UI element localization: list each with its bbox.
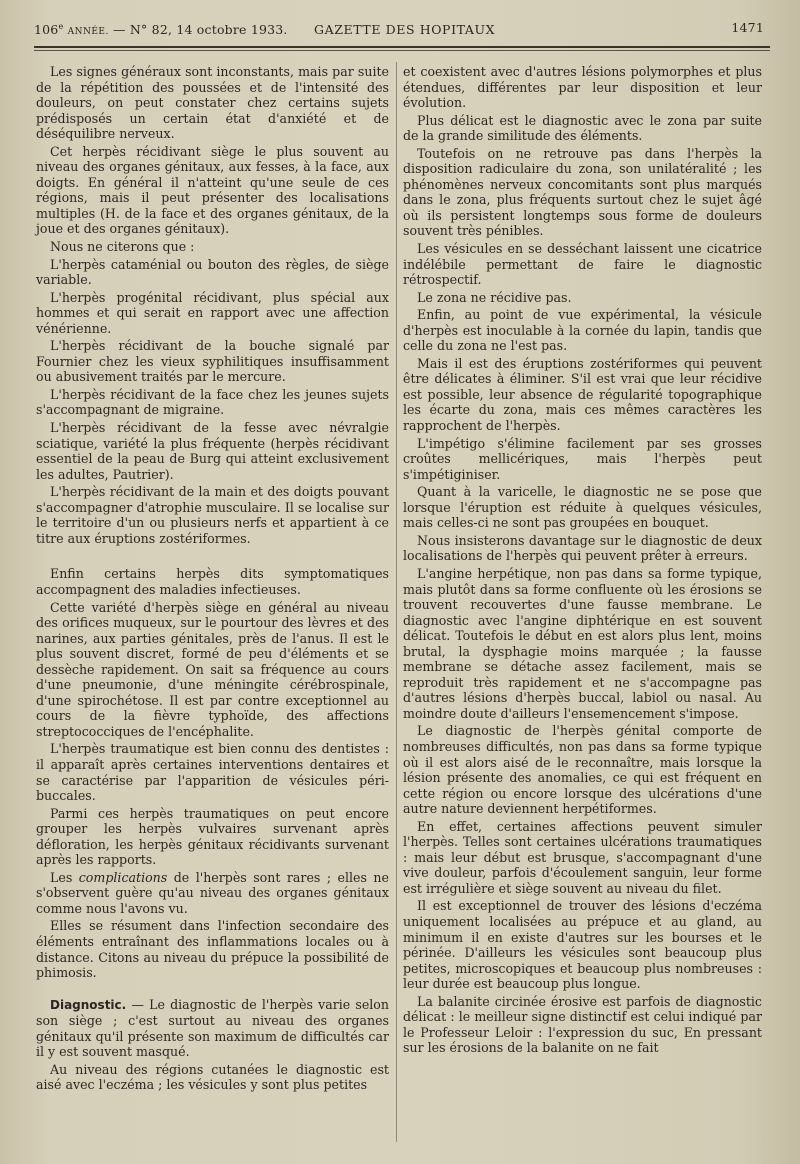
paragraph: Enfin certains herpès dits symptomatiques accompagnent des maladies infectieuses. — [36, 566, 389, 597]
paragraph: Il est exceptionnel de trouver des lésions d'eczéma uniquement localisées au prépuce et au gland, au minimum il en existe d'autres sur les bourses et le périnée. D'ailleurs les vésicules sont beaucoup plus petites, microscopiques et beaucoup plus nombreuses : leur durée est beaucoup plus longue. — [403, 898, 762, 992]
right-column — [403, 64, 762, 1058]
paragraph: L'herpès récidivant de la face chez les jeunes sujets s'accompagnant de migraine. — [36, 386, 389, 418]
paragraph: Mais il est des éruptions zostériformes qui peuvent être délicates à éliminer. S'il est vrai que leur récidive est possible, leur absence de régularité topographique les écarte du zona, mais ces mêmes caractères les rapprochent de l'herpès. — [403, 355, 762, 434]
paragraph: Les vésicules en se desséchant laissent une cicatrice indélébile permettant de faire le diagnostic rétrospectif. — [403, 241, 762, 288]
text-run: de l'herpès sont rares ; elles ne s'observent guère qu'au niveau des organes génitaux comme nous l'avons vu. — [36, 869, 389, 916]
paragraph: Toutefois on ne retrouve pas dans l'herpès la disposition radiculaire du zona, son unilatéralité ; les phénomènes nerveux concomitants sont plus marqués dans le zona, plus fréquents surtout chez le sujet âgé où ils persistent longtemps sous forme de douleurs souvent très pénibles. — [403, 145, 762, 239]
annee-label: ANNÉE. — [67, 27, 109, 38]
paragraph: Les signes généraux sont inconstants, mais par suite de la répétition des poussées et de l'intensité des douleurs, on peut constater chez certains sujets prédisposés un certain état d'anxiété et de déséquilibre nerveux. — [36, 64, 389, 142]
paragraph — [36, 997, 389, 1060]
section-heading: Diagnostic. — [50, 997, 127, 1012]
paragraph: Quant à la varicelle, le diagnostic ne se pose que lorsque l'éruption est réduite à quelques vésicules, mais celles-ci ne sont pas groupées en bouquet. — [403, 484, 762, 531]
paragraph: L'herpès récidivant de la bouche signalé par Fournier chez les vieux syphilitiques insuffisamment ou abusivement traités par le mercure. — [36, 338, 389, 385]
paragraph: L'herpès récidivant de la main et des doigts pouvant s'accompagner d'atrophie musculaire. Il se localise sur le territoire d'un ou plusieurs nerfs et appartient à ce titre aux éruptions zostériformes. — [36, 484, 389, 546]
issue-info — [34, 22, 288, 37]
page-header — [34, 22, 764, 42]
paragraph: Parmi ces herpès traumatiques on peut encore grouper les herpès vulvaires survenant après défloration, les herpès génitaux récidivants survenant après les rapports. — [36, 805, 389, 868]
paragraph: L'herpès récidivant de la fesse avec névralgie sciatique, variété la plus fréquente (herpès récidivant essentiel de la peau de Burg qui atteint exclusivement les adultes, Pautrier). — [36, 420, 389, 482]
paragraph: Nous insisterons davantage sur le diagnostic de deux localisations de l'herpès qui peuvent prêter à erreurs. — [403, 532, 762, 564]
paragraph: Plus délicat est le diagnostic avec le zona par suite de la grande similitude des éléments. — [403, 112, 762, 144]
text-run: — Le diagnostic de l'herpès varie selon son siège ; c'est surtout au niveau des organes génitaux qu'il présente son maximum de difficultés car il y est souvent masqué. — [36, 996, 389, 1060]
paragraph — [36, 870, 389, 917]
column-divider — [396, 62, 397, 1142]
paragraph: L'herpès progénital récidivant, plus spécial aux hommes et qui serait en rapport avec une affection vénérienne. — [36, 289, 389, 336]
paragraph: Au niveau des régions cutanées le diagnostic est aisé avec l'eczéma ; les vésicules y sont plus petites — [36, 1061, 389, 1093]
header-rule-thick — [34, 46, 770, 48]
paragraph: Elles se résument dans l'infection secondaire des éléments entraînant des inflammations locales ou à distance. Citons au niveau du prépuce la possibilité de phimosis. — [36, 918, 389, 981]
paragraph: En effet, certaines affections peuvent simuler l'herpès. Telles sont certaines ulcérations traumatiques : mais leur début est brusque, s'accompagnant d'une vive douleur, parfois d'écoulement sanguin, leur forme est irrégulière et siège souvent au niveau du filet. — [403, 818, 762, 896]
left-column — [36, 64, 389, 1095]
paragraph: La balanite circinée érosive est parfois de diagnostic délicat : le meilleur signe distinctif est celui indiqué par le Professeur Leloir : l'expression du suc, En pressant sur les érosions de la balanite on ne fait — [403, 993, 762, 1056]
paragraph: L'herpès cataménial ou bouton des règles, de siège variable. — [36, 256, 389, 288]
annee-number: 106 — [34, 22, 59, 38]
paragraph: Enfin, au point de vue expérimental, la vésicule d'herpès est inoculable à la cornée du lapin, tandis que celle du zona ne l'est pas. — [403, 307, 762, 354]
annee-sup: e — [58, 22, 64, 31]
text-run: Les — [50, 869, 79, 885]
paragraph: L'herpès traumatique est bien connu des dentistes : il apparaît après certaines interventions dentaires et se caractérise par l'apparition de vésicules péri-buccales. — [36, 741, 389, 804]
emphasis: complications — [78, 869, 168, 885]
paragraph: Le zona ne récidive pas. — [417, 289, 572, 305]
paragraph: Nous ne citerons que : — [50, 239, 195, 255]
paragraph: Le diagnostic de l'herpès génital comporte de nombreuses difficultés, non pas dans sa forme typique où il est alors aisé de le reconnaître, mais lorsque la lésion présente des anomalies, ce qui est fréquent en cette région ou encore lorsque des ulcérations d'une autre nature deviennent herpétiformes. — [403, 723, 762, 817]
page-number: 1471 — [731, 20, 764, 35]
header-rule-thin — [34, 50, 770, 51]
paragraph: Cet herpès récidivant siège le plus souvent au niveau des organes génitaux, aux fesses, à la face, aux doigts. En général il n'atteint qu'une seule de ces régions, mais il peut présenter des localisations multiples (H. de la face et des organes génitaux, de la joue et des organes génitaux). — [36, 143, 389, 237]
journal-title: GAZETTE DES HOPITAUX — [314, 22, 496, 37]
paragraph: et coexistent avec d'autres lésions polymorphes et plus étendues, différentes par leur disposition et leur évolution. — [403, 64, 762, 111]
section-gap — [36, 983, 389, 997]
paragraph: Cette variété d'herpès siège en général au niveau des orifices muqueux, sur le pourtour des lèvres et des narines, aux parties génitales, près de l'anus. Il est le plus souvent discret, formé de peu d'éléments et se dessèche rapidement. On sait sa fréquence au cours d'une pneumonie, d'une méningite cérébrospinale, d'une spirochétose. Il est par contre exceptionnel au cours de la fièvre typhoïde, des affections streptococciques de l'encéphalite. — [36, 599, 389, 739]
issue-date: — N° 82, 14 octobre 1933. — [113, 22, 288, 38]
paragraph: L'impétigo s'élimine facilement par ses grosses croûtes mellicériques, mais l'herpès peut s'impétiginiser. — [403, 435, 762, 482]
section-gap — [36, 548, 389, 566]
paragraph: L'angine herpétique, non pas dans sa forme typique, mais plutôt dans sa forme confluente où les érosions se trouvent recouvertes d'une fausse membrane. Le diagnostic avec l'angine diphtérique en est souvent délicat. Toutefois le début en est alors plus lent, moins brutal, la dysphagie moins marquée ; la fausse membrane se détache assez facilement, mais se reproduit très rapidement et ne s'accompagne pas d'autres lésions d'herpès buccal, labiol ou nasal. Au moindre doute d'ailleurs l'ensemencement s'impose. — [403, 565, 762, 721]
